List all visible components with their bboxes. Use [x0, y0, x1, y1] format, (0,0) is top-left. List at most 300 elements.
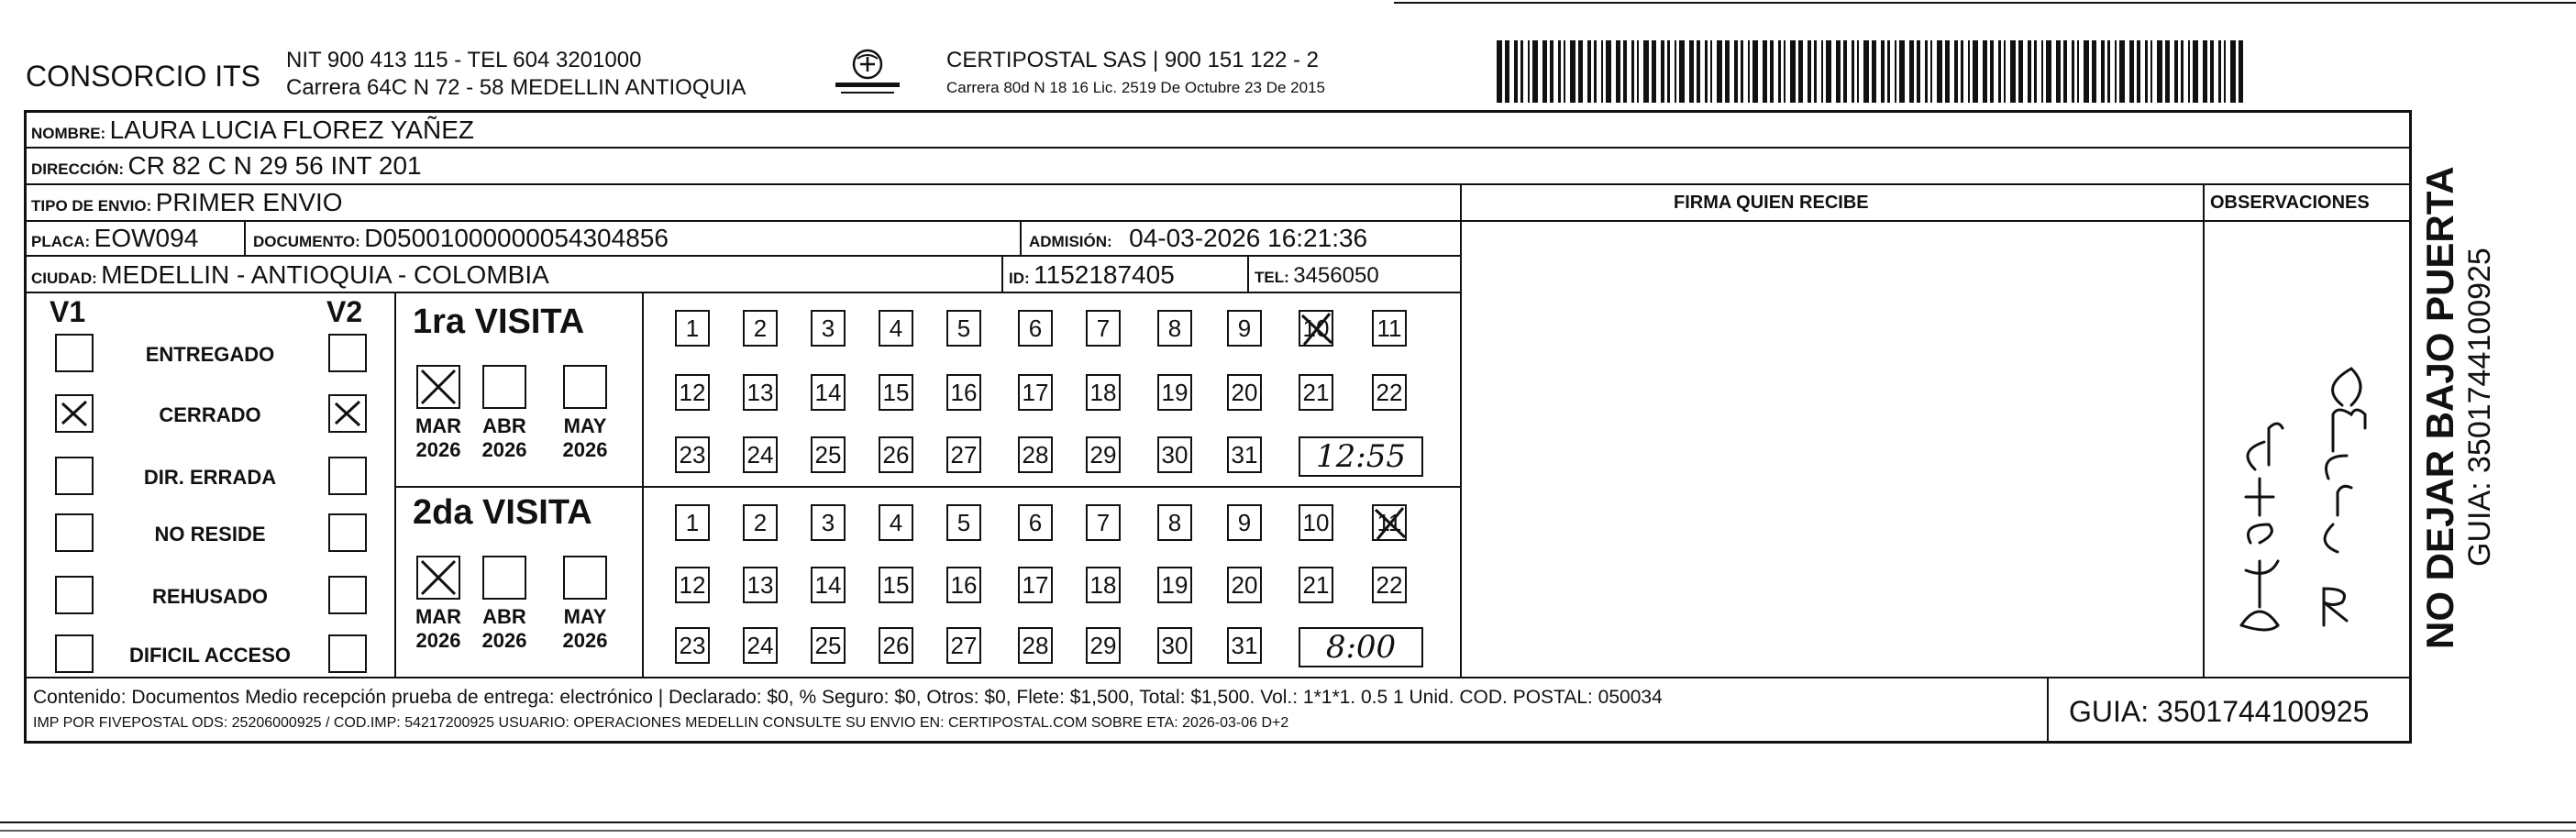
placa-value: EOW094 — [94, 224, 199, 252]
documento-label: DOCUMENTO: — [253, 233, 360, 250]
ciudad-label: CIUDAD: — [31, 270, 97, 287]
day-box[interactable] — [1299, 310, 1333, 347]
visits-sep — [396, 486, 1460, 488]
month-checkbox-abr[interactable] — [482, 365, 526, 409]
day-number: 13 — [746, 571, 774, 599]
day-box[interactable] — [1018, 567, 1053, 603]
day-number: 30 — [1161, 632, 1188, 659]
day-number: 29 — [1089, 632, 1117, 659]
barcode-bar — [1616, 40, 1620, 103]
barcode-bar — [2063, 40, 2067, 103]
day-box[interactable] — [946, 504, 981, 541]
month-name: ABR — [482, 605, 526, 628]
month-name: ABR — [482, 414, 526, 437]
barcode-bar — [2092, 40, 2096, 103]
day-number: 29 — [1089, 441, 1117, 469]
admision-value: 04-03-2026 16:21:36 — [1129, 224, 1368, 252]
footer-guia-divider — [2047, 677, 2049, 741]
day-box[interactable] — [743, 310, 778, 347]
barcode-bar — [1558, 40, 1561, 103]
side-guia-text: GUIA: 3501744100925 — [2462, 248, 2497, 567]
day-box[interactable] — [1227, 627, 1262, 664]
month-label — [558, 605, 613, 653]
day-box[interactable] — [811, 436, 846, 473]
barcode-bar — [2203, 40, 2207, 103]
barcode-bar — [1872, 40, 1876, 103]
day-number: 25 — [814, 441, 842, 469]
day-box[interactable] — [675, 436, 710, 473]
day-box[interactable] — [1157, 567, 1192, 603]
visit-time-text: 8:00 — [1325, 629, 1397, 666]
day-mark-icon — [1370, 502, 1410, 545]
day-box[interactable] — [675, 310, 710, 347]
day-box[interactable] — [946, 374, 981, 411]
tel-divider — [1247, 255, 1249, 292]
row-sep-5 — [24, 292, 1460, 293]
barcode-bar — [1606, 40, 1611, 103]
barcode-bar — [2181, 40, 2184, 103]
frame-left — [24, 110, 27, 741]
day-number: 4 — [889, 509, 903, 536]
day-number: 19 — [1161, 379, 1188, 406]
barcode-bar — [1741, 40, 1743, 103]
nombre-label: NOMBRE: — [31, 125, 106, 142]
day-number: 15 — [882, 379, 910, 406]
day-box[interactable] — [1157, 310, 1192, 347]
barcode-bar — [1826, 40, 1831, 103]
day-number: 1 — [685, 314, 700, 342]
check-mark-icon — [418, 367, 459, 407]
day-box[interactable] — [879, 567, 913, 603]
barcode-bar — [2041, 40, 2043, 103]
day-number: 6 — [1028, 509, 1043, 536]
company-nit-tel: NIT 900 413 115 - TEL 604 3201000 — [286, 48, 642, 72]
barcode-bar — [2150, 40, 2152, 103]
barcode-bar — [1675, 40, 1676, 103]
day-box[interactable] — [1086, 374, 1121, 411]
barcode-bar — [2145, 40, 2148, 103]
barcode-bar — [1637, 40, 1639, 103]
month-checkbox-mar[interactable] — [416, 556, 460, 600]
day-box[interactable] — [1018, 310, 1053, 347]
day-number: 19 — [1161, 571, 1188, 599]
nombre-value: LAURA LUCIA FLOREZ YAÑEZ — [109, 116, 474, 144]
day-box[interactable] — [879, 627, 913, 664]
check-mark-icon — [418, 557, 459, 598]
barcode-bar — [2218, 40, 2221, 103]
day-box[interactable] — [879, 436, 913, 473]
day-box[interactable] — [1086, 504, 1121, 541]
barcode-bar — [1778, 40, 1781, 103]
day-number: 3 — [821, 509, 835, 536]
day-number: 25 — [814, 632, 842, 659]
barcode-bar — [1930, 40, 1932, 103]
id-row — [1009, 260, 1175, 290]
barcode-bar — [2004, 40, 2006, 103]
month-label — [558, 414, 613, 462]
observaciones-handwriting — [2205, 222, 2408, 675]
barcode-bar — [1689, 40, 1694, 103]
day-box[interactable] — [811, 374, 846, 411]
day-number: 4 — [889, 314, 903, 342]
barcode-bar — [1790, 40, 1796, 103]
barcode-bar — [1532, 40, 1538, 103]
day-number: 28 — [1022, 441, 1049, 469]
barcode-bar — [1497, 40, 1502, 103]
barcode-bar — [1661, 40, 1664, 103]
v2-checkbox[interactable] — [328, 457, 367, 495]
top-edge-line — [1394, 2, 2576, 4]
barcode-bar — [1514, 40, 1518, 103]
month-checkbox-abr[interactable] — [482, 556, 526, 600]
day-number: 2 — [753, 314, 768, 342]
day-number: 3 — [821, 314, 835, 342]
v2-checkbox[interactable] — [328, 334, 367, 372]
day-number: 22 — [1376, 571, 1403, 599]
barcode-bar — [1578, 40, 1583, 103]
barcode-bar — [2230, 40, 2236, 103]
day-number: 22 — [1376, 379, 1403, 406]
barcode-bar — [1961, 40, 1963, 103]
barcode-bar — [2107, 40, 2110, 103]
day-box[interactable] — [811, 504, 846, 541]
day-box[interactable] — [1157, 504, 1192, 541]
firma-left-divider — [1460, 183, 1462, 677]
barcode-bar — [1570, 40, 1575, 103]
barcode-bar — [1881, 40, 1885, 103]
day-box[interactable] — [1086, 627, 1121, 664]
month-year: 2026 — [481, 438, 527, 461]
day-box[interactable] — [1157, 374, 1192, 411]
visits-divider — [642, 292, 644, 677]
v1-label: V1 — [50, 295, 86, 328]
day-number: 16 — [950, 379, 978, 406]
barcode-bar — [1784, 40, 1786, 103]
frame-right — [2409, 110, 2412, 743]
v1-checkbox[interactable] — [55, 394, 94, 433]
day-box[interactable] — [1227, 504, 1262, 541]
day-box[interactable] — [946, 436, 981, 473]
certipostal-address: Carrera 80d N 18 16 Lic. 2519 De Octubre 23 De 2015 — [946, 79, 1325, 96]
firma-header: FIRMA QUIEN RECIBE — [1674, 193, 1869, 213]
day-number: 14 — [814, 379, 842, 406]
barcode-bar — [1937, 40, 1942, 103]
month-checkbox-may[interactable] — [563, 556, 607, 600]
observaciones-header: OBSERVACIONES — [2210, 193, 2370, 213]
month-name: MAR — [415, 605, 462, 628]
barcode-bar — [1734, 40, 1738, 103]
day-box[interactable] — [743, 567, 778, 603]
day-box[interactable] — [1299, 504, 1333, 541]
day-number: 7 — [1096, 509, 1111, 536]
documento-row — [253, 224, 669, 253]
tipo-label: TIPO DE ENVIO: — [31, 197, 152, 215]
row-sep-4 — [24, 255, 1460, 257]
day-number: 23 — [679, 441, 706, 469]
day-box[interactable] — [879, 374, 913, 411]
day-box[interactable] — [946, 567, 981, 603]
day-box[interactable] — [1157, 436, 1192, 473]
frame-top — [24, 110, 2412, 113]
day-box[interactable] — [675, 374, 710, 411]
day-number: 28 — [1022, 632, 1049, 659]
v1-checkbox[interactable] — [55, 634, 94, 673]
barcode-bar — [1909, 40, 1914, 103]
day-box[interactable] — [675, 504, 710, 541]
day-number: 15 — [882, 571, 910, 599]
barcode-bar — [1895, 40, 1896, 103]
barcode-bar — [2010, 40, 2016, 103]
barcode-bar — [1587, 40, 1591, 103]
ciudad-row — [31, 260, 549, 290]
admision-label: ADMISIÓN: — [1029, 233, 1112, 250]
day-box[interactable] — [743, 436, 778, 473]
day-number: 31 — [1231, 632, 1258, 659]
day-number: 26 — [882, 632, 910, 659]
barcode-bar — [2034, 40, 2037, 103]
barcode-bar — [1520, 40, 1523, 103]
month-checkbox-may[interactable] — [563, 365, 607, 409]
day-box[interactable] — [1299, 374, 1333, 411]
barcode-bar — [1564, 40, 1565, 103]
barcode-bar — [2174, 40, 2178, 103]
day-number: 2 — [753, 509, 768, 536]
barcode-image — [1497, 40, 2250, 105]
day-box[interactable] — [1157, 627, 1192, 664]
barcode-bar — [2188, 40, 2190, 103]
day-box[interactable] — [946, 627, 981, 664]
day-number: 9 — [1237, 509, 1252, 536]
certipostal-logo-icon — [830, 46, 905, 103]
day-number: 7 — [1096, 314, 1111, 342]
day-box[interactable] — [1227, 310, 1262, 347]
barcode-bar — [1887, 40, 1890, 103]
footer-guia: GUIA: 3501744100925 — [2069, 695, 2370, 728]
day-box[interactable] — [1086, 310, 1121, 347]
row-sep-1 — [24, 147, 2412, 149]
month-year: 2026 — [415, 629, 461, 652]
tel-value: 3456050 — [1293, 263, 1379, 288]
barcode-bar — [2239, 40, 2243, 103]
barcode-bar — [1917, 40, 1920, 103]
barcode-bar — [2224, 40, 2226, 103]
day-box[interactable] — [1372, 374, 1407, 411]
day-box[interactable] — [1299, 567, 1333, 603]
barcode-bar — [1836, 40, 1841, 103]
tel-row — [1255, 263, 1379, 289]
second-visit-time-box[interactable] — [1299, 627, 1423, 667]
barcode-bar — [1717, 40, 1722, 103]
day-number: 26 — [882, 441, 910, 469]
day-box[interactable] — [1227, 567, 1262, 603]
v2-checkbox[interactable] — [328, 634, 367, 673]
day-number: 10 — [1302, 314, 1330, 342]
barcode-bar — [1505, 40, 1509, 103]
day-box[interactable] — [1018, 374, 1053, 411]
barcode-bar — [1550, 40, 1553, 103]
day-box[interactable] — [1086, 436, 1121, 473]
day-box[interactable] — [811, 310, 846, 347]
barcode-bar — [2018, 40, 2023, 103]
day-box[interactable] — [743, 627, 778, 664]
month-name: MAY — [563, 605, 607, 628]
day-box[interactable] — [1018, 504, 1053, 541]
day-box[interactable] — [879, 310, 913, 347]
barcode-bar — [2119, 40, 2125, 103]
placa-label: PLACA: — [31, 233, 91, 250]
day-box[interactable] — [811, 627, 846, 664]
day-box[interactable] — [1372, 310, 1407, 347]
footer-sep — [24, 677, 2412, 678]
v1-checkbox[interactable] — [55, 457, 94, 495]
footer-imp: IMP POR FIVEPOSTAL ODS: 25206000925 / COD.IMP: 54217200925 USUARIO: OPERACIONES MEDELLIN CONSULTE SU ENVIO EN: CERTIPOSTAL.COM SOBRE ETA: 2026-03-06 D+2 — [33, 715, 1289, 731]
month-name: MAY — [563, 414, 607, 437]
day-number: 27 — [950, 441, 978, 469]
barcode-bar — [2028, 40, 2031, 103]
day-number: 18 — [1089, 571, 1117, 599]
footer-contenido: Contenido: Documentos Medio recepción prueba de entrega: electrónico | Declarado: $0, % Seguro: $0, Otros: $0, Flete: $1,500, Total: $1,500. Vol.: 1*1*1. 0.5 1 Unid. COD. POSTAL: 050034 — [33, 687, 1663, 708]
company-address: Carrera 64C N 72 - 58 MEDELLIN ANTIOQUIA — [286, 75, 746, 100]
barcode-bar — [1821, 40, 1823, 103]
barcode-bar — [2046, 40, 2051, 103]
day-number: 9 — [1237, 314, 1252, 342]
barcode-bar — [2056, 40, 2061, 103]
check-mark-icon — [330, 396, 365, 431]
certipostal-logo — [830, 46, 905, 103]
barcode-bar — [1652, 40, 1656, 103]
month-checkbox-mar[interactable] — [416, 365, 460, 409]
barcode-bar — [1973, 40, 1978, 103]
v2-checkbox[interactable] — [328, 576, 367, 614]
v2-checkbox[interactable] — [328, 394, 367, 433]
barcode-bar — [1770, 40, 1774, 103]
day-number: 14 — [814, 571, 842, 599]
day-number: 20 — [1231, 571, 1258, 599]
barcode-bar — [1679, 40, 1685, 103]
barcode-bar — [2072, 40, 2074, 103]
documento-value: D05001000000054304856 — [364, 224, 669, 252]
day-number: 8 — [1167, 509, 1182, 536]
month-year: 2026 — [481, 629, 527, 652]
barcode-bar — [1542, 40, 1547, 103]
barcode-bar — [1808, 40, 1811, 103]
month-label — [477, 605, 532, 653]
day-number: 20 — [1231, 379, 1258, 406]
day-number: 18 — [1089, 379, 1117, 406]
side-text — [2419, 136, 2498, 649]
tipo-row — [31, 188, 343, 217]
barcode-bar — [2077, 40, 2079, 103]
barcode-bar — [1990, 40, 1994, 103]
day-number: 21 — [1302, 571, 1330, 599]
day-box[interactable] — [1018, 436, 1053, 473]
barcode-bar — [2157, 40, 2162, 103]
direccion-value: CR 82 C N 29 56 INT 201 — [127, 151, 422, 180]
v1-checkbox[interactable] — [55, 334, 94, 372]
barcode-bar — [1697, 40, 1700, 103]
barcode-bar — [1643, 40, 1649, 103]
barcode-bar — [2115, 40, 2117, 103]
status-label: NO RESIDE — [154, 523, 266, 546]
day-box[interactable] — [675, 567, 710, 603]
status-label: ENTREGADO — [145, 343, 275, 366]
v2-checkbox[interactable] — [328, 513, 367, 552]
day-number: 17 — [1022, 379, 1049, 406]
day-box[interactable] — [879, 504, 913, 541]
day-number: 27 — [950, 632, 978, 659]
v1-checkbox[interactable] — [55, 576, 94, 614]
day-box[interactable] — [811, 567, 846, 603]
barcode-bar — [1983, 40, 1987, 103]
day-number: 13 — [746, 379, 774, 406]
barcode-bar — [1528, 40, 1530, 103]
nombre-row — [31, 116, 474, 145]
no-dejar-text: NO DEJAR BAJO PUERTA — [2418, 166, 2461, 649]
barcode-bar — [1763, 40, 1767, 103]
day-box[interactable] — [743, 374, 778, 411]
month-label — [411, 605, 466, 653]
day-mark-icon — [1297, 308, 1337, 350]
first-visit-time-box[interactable] — [1299, 436, 1423, 477]
month-name: MAR — [415, 414, 462, 437]
day-number: 24 — [746, 632, 774, 659]
status-divider — [394, 292, 396, 677]
day-number: 24 — [746, 441, 774, 469]
day-box[interactable] — [1227, 374, 1262, 411]
v1-checkbox[interactable] — [55, 513, 94, 552]
bottom-edge-line-2 — [0, 830, 2576, 832]
barcode-bar — [2193, 40, 2198, 103]
status-label: DIR. ERRADA — [143, 466, 277, 489]
barcode-bar — [1594, 40, 1597, 103]
day-box[interactable] — [1372, 504, 1407, 541]
barcode-bar — [1748, 40, 1750, 103]
barcode-bar — [1631, 40, 1634, 103]
id-value: 1152187405 — [1034, 260, 1175, 289]
first-visit-title: 1ra VISITA — [413, 303, 585, 341]
second-visit-title: 2da VISITA — [413, 493, 592, 532]
barcode-bar — [1852, 40, 1854, 103]
day-box[interactable] — [675, 627, 710, 664]
barcode-bar — [2210, 40, 2214, 103]
day-box[interactable] — [1227, 436, 1262, 473]
status-label: REHUSADO — [152, 585, 268, 608]
day-box[interactable] — [1372, 567, 1407, 603]
status-label: CERRADO — [159, 403, 261, 426]
barcode-bar — [1601, 40, 1603, 103]
day-box[interactable] — [743, 504, 778, 541]
v2-label: V2 — [326, 295, 363, 328]
day-number: 5 — [956, 509, 971, 536]
barcode-bar — [1725, 40, 1730, 103]
day-number: 11 — [1376, 314, 1402, 342]
day-box[interactable] — [1018, 627, 1053, 664]
day-number: 31 — [1231, 441, 1258, 469]
barcode-bar — [1925, 40, 1928, 103]
barcode-bar — [1857, 40, 1859, 103]
admision-divider — [1020, 220, 1022, 255]
day-box[interactable] — [946, 310, 981, 347]
day-number: 21 — [1302, 379, 1330, 406]
check-mark-icon — [57, 396, 92, 431]
day-number: 6 — [1028, 314, 1043, 342]
day-number: 12 — [679, 379, 706, 406]
day-box[interactable] — [1086, 567, 1121, 603]
row-sep-2 — [24, 183, 2412, 185]
day-number: 8 — [1167, 314, 1182, 342]
barcode-bar — [1968, 40, 1970, 103]
placa-divider — [244, 220, 246, 255]
